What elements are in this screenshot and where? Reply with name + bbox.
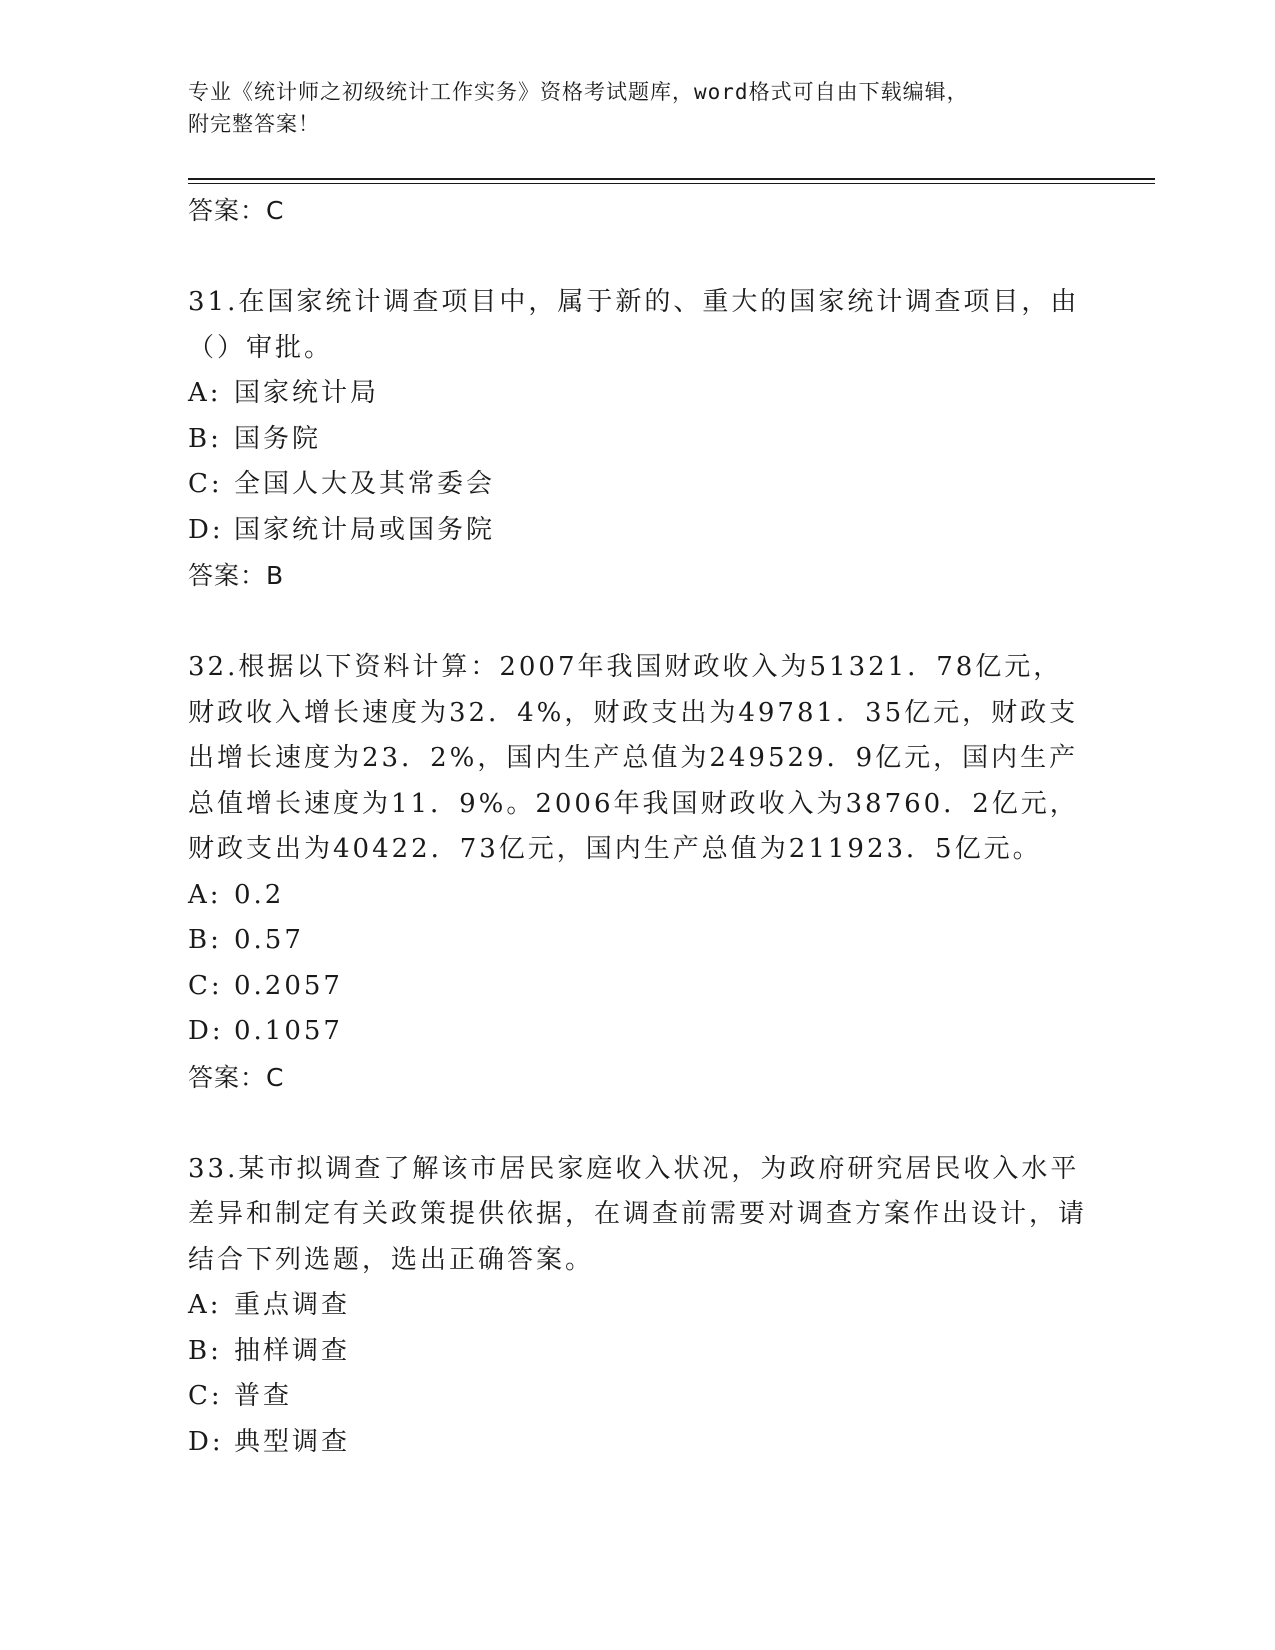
option-b [188,417,1088,463]
option-c [188,1374,1088,1420]
option-a [188,873,1088,919]
answer-line: 答案：C [188,196,285,225]
question-block [188,645,1088,1101]
option-key: D: [188,514,224,545]
option-text: 全国人大及其常委会 [234,469,496,499]
option-text: 普查 [234,1381,293,1411]
option-text: 抽样调查 [234,1335,351,1366]
question-block [188,1147,1088,1466]
option-d [188,1420,1088,1466]
answer-line: 答案：C [188,1062,285,1092]
option-key: A: [188,1290,222,1320]
option-key: B: [188,925,222,955]
option-key: D: [188,1426,224,1457]
question-block [188,280,1088,599]
option-b [188,918,1088,964]
option-key: C: [188,1381,223,1411]
option-key: A: [188,378,222,408]
header-line-1: 专业《统计师之初级统计工作实务》资格考试题库，word格式可自由下载编辑， [188,80,969,104]
option-text: 重点调查 [234,1290,351,1320]
option-text: 国务院 [234,423,322,454]
header-divider-thin [188,183,1155,184]
option-text: 0.2057 [234,970,343,1001]
question-text: 33.某市拟调查了解该市居民家庭收入状况，为政府研究居民收入水平差异和制定有关政策提供依据，在调查前需要对调查方案作出设计，请结合下列选题，选出正确答案。 [188,1153,1088,1275]
option-key: C: [188,469,223,499]
option-d [188,508,1088,554]
header-divider-thick [188,178,1155,180]
question-text: 31.在国家统计调查项目中，属于新的、重大的国家统计调查项目，由（）审批。 [188,287,1080,363]
option-key: C: [188,970,223,1001]
option-c [188,964,1088,1010]
option-text: 0.2 [234,879,285,910]
option-b [188,1329,1088,1375]
option-c [188,462,1088,508]
option-text: 0.1057 [234,1016,343,1046]
answer-line: 答案：B [188,561,285,590]
option-key: B: [188,423,222,454]
option-d [188,1009,1088,1055]
document-body [188,188,1088,1465]
option-key: A: [188,879,222,910]
option-text: 典型调查 [234,1426,351,1457]
option-a [188,371,1088,417]
header-line-2: 附完整答案！ [188,112,320,136]
option-text: 0.57 [234,925,304,955]
document-header [188,76,1088,140]
option-text: 国家统计局 [234,378,380,408]
question-text: 32.根据以下资料计算：2007年我国财政收入为51321．78亿元，财政收入增长速度为32．4%，财政支出为49781．35亿元，财政支出增长速度为23．2%，国内生产总值为249529．9亿元，国内生产总值增长速度为11．9%。2006年我国财政收入为38760．2亿元，财政支出为40422．73亿元，国内生产总值为211923．5亿元。 [188,652,1079,864]
option-text: 国家统计局或国务院 [234,514,496,545]
option-key: B: [188,1335,222,1366]
option-key: D: [188,1016,224,1046]
option-a [188,1283,1088,1329]
